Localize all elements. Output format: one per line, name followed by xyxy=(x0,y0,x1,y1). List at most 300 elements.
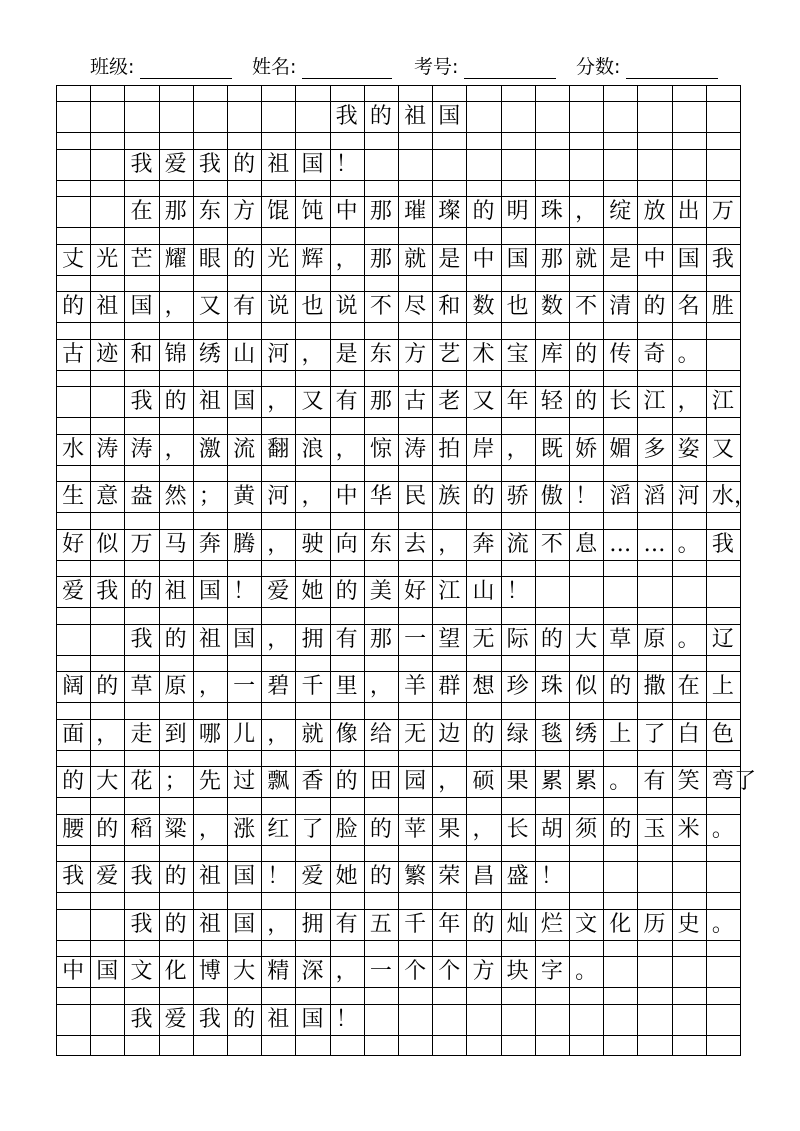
name-label: 姓名: xyxy=(252,56,297,78)
grid-cell: 一 xyxy=(369,959,392,984)
grid-cell xyxy=(90,1004,124,1035)
grid-cell: 不 xyxy=(540,531,563,557)
grid-cell: 的 xyxy=(369,864,392,889)
grid-cell: 数 xyxy=(540,294,563,319)
grid-cell xyxy=(672,956,706,987)
grid-cell: 的 xyxy=(335,579,358,604)
grid-cell: 放 xyxy=(643,199,666,224)
grid-cell xyxy=(90,149,124,180)
grid-cell: 千 xyxy=(404,911,427,937)
grid-cell: 迹 xyxy=(96,341,119,367)
composition-grid xyxy=(56,85,757,1056)
grid-cell: 灿 xyxy=(506,911,529,937)
grid-cell xyxy=(501,1004,535,1035)
grid-cell xyxy=(398,149,432,180)
grid-cell: 辽 xyxy=(711,626,734,652)
grid-cell: 色 xyxy=(711,721,734,747)
grid-cell: 就 xyxy=(575,246,598,272)
grid-cell: 拥 xyxy=(301,626,324,652)
grid-cell: 骄 xyxy=(506,484,529,509)
grid-cell: 腰 xyxy=(62,816,85,842)
grid-cell: 江 xyxy=(711,389,734,414)
grid-cell xyxy=(637,576,671,607)
grid-cell: 绽 xyxy=(609,199,632,224)
grid-cell xyxy=(90,386,124,417)
grid-cell: 祖 xyxy=(198,626,221,652)
grid-cell: 爱 xyxy=(164,151,187,177)
grid-cell: 国 xyxy=(506,246,529,272)
grid-cell: 生 xyxy=(62,484,85,509)
grid-cell: 爱 xyxy=(96,864,119,889)
grid-cell xyxy=(569,101,603,132)
grid-column-line xyxy=(740,85,741,1056)
grid-cell: 繁 xyxy=(404,864,427,889)
grid-cell: 。 xyxy=(677,626,700,652)
grid-cell: ！ xyxy=(233,579,256,604)
grid-cell: 毯 xyxy=(540,721,563,747)
grid-cell: 的 xyxy=(164,864,187,889)
grid-cell xyxy=(637,956,671,987)
grid-cell xyxy=(90,909,124,940)
class-blank[interactable] xyxy=(140,78,232,79)
grid-cell: 我 xyxy=(130,1006,153,1032)
grid-cell: 祖 xyxy=(164,579,187,604)
grid-cell: ， xyxy=(335,959,358,984)
grid-cell: 我 xyxy=(335,104,358,129)
grid-cell: 精 xyxy=(267,959,290,984)
grid-cell: 拥 xyxy=(301,911,324,937)
grid-cell: 了 xyxy=(301,816,324,842)
grid-cell xyxy=(56,386,90,417)
grid-cell: 好 xyxy=(62,531,85,557)
grid-cell: 玉 xyxy=(643,816,666,842)
grid-row-line xyxy=(56,132,740,133)
grid-cell: 说 xyxy=(267,294,290,319)
grid-cell: ， xyxy=(164,294,187,319)
grid-cell: 果 xyxy=(438,816,461,842)
grid-cell xyxy=(569,149,603,180)
grid-cell: 脸 xyxy=(335,816,358,842)
grid-cell: 的 xyxy=(643,294,666,319)
grid-cell: 她 xyxy=(301,579,324,604)
grid-cell xyxy=(706,861,740,892)
grid-cell: 那 xyxy=(369,626,392,652)
grid-cell: 不 xyxy=(369,294,392,319)
grid-cell: 的 xyxy=(472,911,495,937)
grid-cell: 尽 xyxy=(404,294,427,319)
grid-cell: 不 xyxy=(575,294,598,319)
grid-cell xyxy=(637,101,671,132)
grid-cell: 国 xyxy=(438,104,461,129)
grid-cell xyxy=(569,576,603,607)
grid-cell: 似 xyxy=(575,674,598,699)
grid-cell: 哪 xyxy=(198,721,221,747)
grid-cell: 多 xyxy=(643,436,666,462)
score-label: 分数: xyxy=(576,56,621,78)
grid-row-line xyxy=(56,797,740,798)
grid-cell: 想 xyxy=(472,674,495,699)
grid-row-line xyxy=(56,940,740,941)
grid-cell: 草 xyxy=(609,626,632,652)
grid-cell: 祖 xyxy=(267,151,290,177)
grid-cell: 奇 xyxy=(643,341,666,367)
grid-cell: 的 xyxy=(369,816,392,842)
grid-cell: ， xyxy=(301,484,324,509)
grid-cell: 流 xyxy=(506,531,529,557)
grid-cell: 祖 xyxy=(267,1006,290,1032)
grid-cell: 她 xyxy=(335,864,358,889)
grid-cell xyxy=(706,149,740,180)
grid-cell: 文 xyxy=(130,959,153,984)
grid-cell: 眼 xyxy=(198,246,221,272)
name-blank[interactable] xyxy=(302,78,392,79)
grid-cell: 就 xyxy=(301,721,324,747)
grid-row-line xyxy=(56,560,740,561)
grid-cell xyxy=(56,1004,90,1035)
grid-cell: 和 xyxy=(130,341,153,367)
grid-cell: 的 xyxy=(164,626,187,652)
grid-cell: 。 xyxy=(609,769,632,794)
grid-cell xyxy=(603,956,637,987)
grid-cell: 胡 xyxy=(540,816,563,842)
grid-cell: ！ xyxy=(575,484,598,509)
grid-cell: 的 xyxy=(62,769,85,794)
grid-cell: 个 xyxy=(404,959,427,984)
grid-cell xyxy=(56,909,90,940)
grid-cell: 我 xyxy=(130,151,153,177)
grid-cell: 字 xyxy=(540,959,563,984)
grid-cell: ， xyxy=(335,246,358,272)
grid-cell: 爱 xyxy=(267,579,290,604)
grid-cell: 我 xyxy=(198,1006,221,1032)
grid-cell: 面 xyxy=(62,721,85,747)
grid-cell: 我 xyxy=(130,389,153,414)
grid-cell: 像 xyxy=(335,721,358,747)
grid-cell: 长 xyxy=(609,389,632,414)
grid-cell: 在 xyxy=(677,674,700,699)
grid-cell: 国 xyxy=(130,294,153,319)
grid-cell: 我 xyxy=(198,151,221,177)
grid-row-line xyxy=(56,227,740,228)
grid-cell: 马 xyxy=(164,531,187,557)
grid-cell: 年 xyxy=(506,389,529,414)
grid-cell: ！ xyxy=(540,864,563,889)
grid-cell: 红 xyxy=(267,816,290,842)
grid-cell: 珠 xyxy=(540,199,563,224)
grid-cell: 万 xyxy=(711,199,734,224)
grid-cell: ， xyxy=(164,436,187,462)
grid-cell: ， xyxy=(267,531,290,557)
grid-cell: 涨 xyxy=(233,816,256,842)
grid-cell: 果 xyxy=(506,769,529,794)
grid-cell xyxy=(261,101,295,132)
grid-cell: 河 xyxy=(267,484,290,509)
grid-cell: 流 xyxy=(233,436,256,462)
grid-cell: 江 xyxy=(643,389,666,414)
grid-cell xyxy=(501,101,535,132)
grid-cell xyxy=(706,576,740,607)
grid-cell xyxy=(56,196,90,227)
exam-no-blank[interactable] xyxy=(464,78,556,79)
grid-cell xyxy=(637,1004,671,1035)
grid-cell: ， xyxy=(472,816,495,842)
grid-cell: ， xyxy=(267,626,290,652)
grid-cell xyxy=(672,149,706,180)
grid-cell: 长 xyxy=(506,816,529,842)
grid-cell: ， xyxy=(438,769,461,794)
grid-cell: 的 xyxy=(96,674,119,699)
grid-cell: ， xyxy=(438,531,461,557)
grid-cell xyxy=(569,861,603,892)
grid-cell xyxy=(466,149,500,180)
grid-cell: 米 xyxy=(677,816,700,842)
grid-cell: 上 xyxy=(609,721,632,747)
grid-cell: 又 xyxy=(301,389,324,414)
grid-row-line xyxy=(56,465,740,466)
grid-cell: 似 xyxy=(96,531,119,557)
grid-cell: ， xyxy=(301,341,324,367)
grid-cell xyxy=(193,101,227,132)
grid-cell: … xyxy=(609,531,632,557)
grid-cell: 。 xyxy=(575,959,598,984)
grid-cell xyxy=(706,1004,740,1035)
grid-cell: 涛 xyxy=(96,436,119,462)
grid-cell: 祖 xyxy=(404,104,427,129)
grid-cell xyxy=(364,149,398,180)
grid-cell: 羊 xyxy=(404,674,427,699)
score-blank[interactable] xyxy=(626,78,718,79)
grid-cell: 和 xyxy=(438,294,461,319)
grid-cell xyxy=(603,149,637,180)
grid-cell: 苹 xyxy=(404,816,427,842)
grid-cell: 祖 xyxy=(198,864,221,889)
grid-cell: 民 xyxy=(404,484,427,509)
grid-cell: 我 xyxy=(96,579,119,604)
grid-cell: 绣 xyxy=(575,721,598,747)
grid-cell: 那 xyxy=(369,389,392,414)
grid-cell: 我 xyxy=(130,911,153,937)
grid-cell: 涛 xyxy=(404,436,427,462)
grid-cell: 了 xyxy=(643,721,666,747)
grid-cell: 累 xyxy=(540,769,563,794)
grid-cell: 碧 xyxy=(267,674,290,699)
grid-cell: 无 xyxy=(472,626,495,652)
grid-cell: 数 xyxy=(472,294,495,319)
grid-cell xyxy=(672,1004,706,1035)
grid-cell: ， xyxy=(96,721,119,747)
grid-cell: 历 xyxy=(643,911,666,937)
grid-cell: 是 xyxy=(609,246,632,272)
grid-cell: 。 xyxy=(711,816,734,842)
grid-cell: 盎 xyxy=(130,484,153,509)
grid-cell: 过 xyxy=(233,769,256,794)
grid-cell xyxy=(535,101,569,132)
grid-row-line xyxy=(56,892,740,893)
grid-cell: 河 xyxy=(677,484,700,509)
grid-cell: 的 xyxy=(233,151,256,177)
grid-cell: 又 xyxy=(711,436,734,462)
grid-cell: 的 xyxy=(575,389,598,414)
grid-cell xyxy=(295,101,329,132)
grid-cell: 驶 xyxy=(301,531,324,557)
grid-cell: 年 xyxy=(438,911,461,937)
grid-cell xyxy=(535,149,569,180)
grid-cell: 那 xyxy=(164,199,187,224)
grid-cell: 的 xyxy=(540,626,563,652)
grid-cell: 光 xyxy=(267,246,290,272)
grid-cell: ！ xyxy=(335,151,358,177)
grid-cell: 有 xyxy=(335,911,358,937)
grid-cell xyxy=(432,149,466,180)
grid-cell: 无 xyxy=(404,721,427,747)
grid-row-line xyxy=(56,702,740,703)
grid-cell: 艺 xyxy=(438,341,461,367)
grid-cell: 既 xyxy=(540,436,563,462)
grid-cell: 弯 xyxy=(711,769,734,794)
grid-row-line xyxy=(56,370,740,371)
grid-cell: 岸 xyxy=(472,436,495,462)
grid-cell: 原 xyxy=(643,626,666,652)
grid-cell: 田 xyxy=(369,769,392,794)
grid-cell xyxy=(672,576,706,607)
grid-cell: … xyxy=(643,531,666,557)
grid-cell: 的 xyxy=(575,341,598,367)
grid-cell: 东 xyxy=(198,199,221,224)
grid-cell: 园 xyxy=(404,769,427,794)
grid-cell: 华 xyxy=(369,484,392,509)
grid-cell: 飘 xyxy=(267,769,290,794)
grid-cell: ， xyxy=(677,389,700,414)
grid-cell: 深 xyxy=(301,959,324,984)
grid-cell: 就 xyxy=(404,246,427,272)
grid-cell: 昌 xyxy=(472,864,495,889)
grid-cell: 群 xyxy=(438,674,461,699)
grid-cell: ； xyxy=(198,484,221,509)
grid-cell: 中 xyxy=(472,246,495,272)
grid-cell: 媚 xyxy=(609,436,632,462)
grid-cell: 璨 xyxy=(438,199,461,224)
grid-cell: 又 xyxy=(198,294,221,319)
grid-cell: 水 xyxy=(62,436,85,462)
grid-cell: ， xyxy=(198,816,221,842)
grid-cell: 传 xyxy=(609,341,632,367)
grid-cell: 山 xyxy=(472,579,495,604)
grid-row-line xyxy=(56,750,740,751)
grid-cell: 个 xyxy=(438,959,461,984)
grid-cell: ！ xyxy=(335,1006,358,1032)
grid-cell: 明 xyxy=(506,199,529,224)
grid-cell: 累 xyxy=(575,769,598,794)
grid-cell: ， xyxy=(198,674,221,699)
grid-cell xyxy=(466,101,500,132)
grid-cell: 中 xyxy=(643,246,666,272)
grid-cell: 阔 xyxy=(62,674,85,699)
grid-cell: 美 xyxy=(369,579,392,604)
grid-cell-overflow: ， xyxy=(734,484,757,509)
grid-cell: 辉 xyxy=(301,246,324,272)
grid-cell: 我 xyxy=(62,864,85,889)
grid-cell: 白 xyxy=(677,721,700,747)
grid-cell: 族 xyxy=(438,484,461,509)
grid-cell: 奔 xyxy=(472,531,495,557)
grid-cell: 爱 xyxy=(301,864,324,889)
grid-cell: 的 xyxy=(472,199,495,224)
grid-cell: 古 xyxy=(62,341,85,367)
grid-cell: ， xyxy=(267,389,290,414)
grid-cell: 荣 xyxy=(438,864,461,889)
grid-cell: 国 xyxy=(301,1006,324,1032)
grid-cell: 那 xyxy=(369,246,392,272)
grid-cell xyxy=(569,1004,603,1035)
grid-cell: 有 xyxy=(335,626,358,652)
grid-cell: 娇 xyxy=(575,436,598,462)
grid-cell xyxy=(90,101,124,132)
grid-cell: 国 xyxy=(198,579,221,604)
grid-cell: 术 xyxy=(472,341,495,367)
grid-cell: 的 xyxy=(164,389,187,414)
exam-header xyxy=(0,52,800,82)
grid-cell xyxy=(432,1004,466,1035)
grid-cell: 的 xyxy=(335,769,358,794)
grid-cell: 化 xyxy=(164,959,187,984)
grid-cell xyxy=(603,576,637,607)
grid-cell: 走 xyxy=(130,721,153,747)
grid-cell: 去 xyxy=(404,531,427,557)
grid-cell: 际 xyxy=(506,626,529,652)
grid-cell: 方 xyxy=(472,959,495,984)
grid-row-line xyxy=(56,275,740,276)
grid-cell: 意 xyxy=(96,484,119,509)
grid-cell: 国 xyxy=(233,864,256,889)
grid-cell: 五 xyxy=(369,911,392,937)
grid-cell: 惊 xyxy=(369,436,392,462)
grid-cell xyxy=(227,101,261,132)
grid-cell xyxy=(124,101,158,132)
grid-cell: 芒 xyxy=(130,246,153,272)
grid-cell: 。 xyxy=(677,341,700,367)
grid-cell: 香 xyxy=(301,769,324,794)
grid-cell: 大 xyxy=(575,626,598,652)
grid-cell: 化 xyxy=(609,911,632,937)
grid-cell: 老 xyxy=(438,389,461,414)
grid-cell: 的 xyxy=(130,579,153,604)
grid-row-line xyxy=(56,987,740,988)
grid-cell: 江 xyxy=(438,579,461,604)
grid-cell: 耀 xyxy=(164,246,187,272)
grid-cell: 国 xyxy=(677,246,700,272)
grid-cell: 光 xyxy=(96,246,119,272)
grid-cell: 黄 xyxy=(233,484,256,509)
grid-cell: 好 xyxy=(404,579,427,604)
grid-cell: 爱 xyxy=(62,579,85,604)
grid-cell: 水 xyxy=(711,484,734,509)
grid-cell: 轻 xyxy=(540,389,563,414)
grid-cell: 然 xyxy=(164,484,187,509)
grid-row-line xyxy=(56,607,740,608)
grid-cell: 盛 xyxy=(506,864,529,889)
grid-cell: 古 xyxy=(404,389,427,414)
grid-cell: 爱 xyxy=(164,1006,187,1032)
grid-cell: 烂 xyxy=(540,911,563,937)
grid-cell: 先 xyxy=(198,769,221,794)
grid-cell: ， xyxy=(369,674,392,699)
grid-cell: 也 xyxy=(506,294,529,319)
grid-cell: 绣 xyxy=(198,341,221,367)
grid-cell: 硕 xyxy=(472,769,495,794)
grid-row-line xyxy=(56,322,740,323)
grid-cell xyxy=(637,149,671,180)
grid-cell: 上 xyxy=(711,674,734,699)
